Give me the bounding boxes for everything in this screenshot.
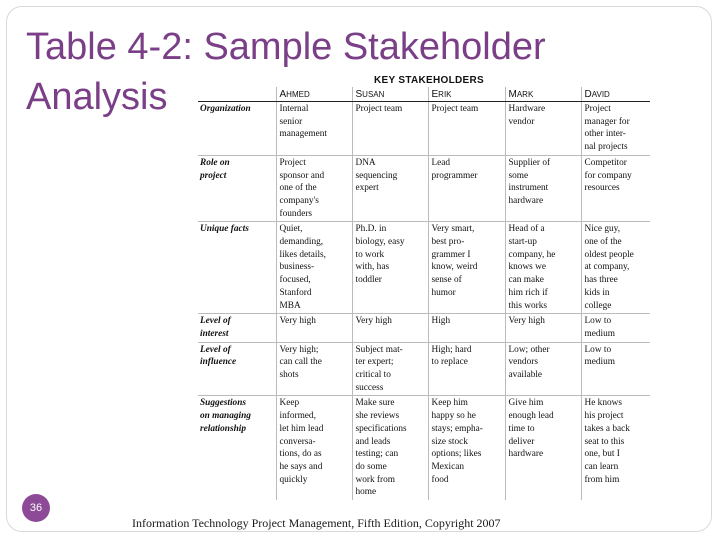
cell-line: happy so he (431, 411, 476, 422)
row-label-line: Unique facts (200, 224, 249, 235)
cell-line: oldest people (584, 249, 634, 260)
table-cell (352, 342, 428, 396)
cell-line: hardware (508, 449, 544, 460)
cell-line: Project (279, 157, 306, 168)
cell-line: tions, do as (279, 449, 322, 460)
cell-line: Very high; (279, 344, 319, 355)
cell-line: college (584, 300, 612, 311)
cell-line: she reviews (355, 411, 400, 422)
table-row (198, 314, 650, 342)
cell-line: size stock (431, 436, 468, 447)
cell-line: enough lead (508, 411, 554, 422)
cell-line: Competitor (584, 157, 627, 168)
cell-line: expert (355, 183, 379, 194)
cell-line: Internal (279, 104, 309, 114)
row-label (198, 155, 276, 222)
table-cell (505, 314, 581, 342)
cell-line: nal projects (584, 142, 628, 153)
table-cell (581, 314, 650, 342)
cell-line: Low; other (508, 344, 550, 355)
table-cell (428, 396, 505, 500)
cell-line: can make (508, 275, 544, 286)
cell-line: Ph.D. in (355, 224, 387, 235)
table-cell (581, 102, 650, 156)
cell-line: kids in (584, 287, 610, 298)
table-cell (581, 222, 650, 314)
table-header-row (198, 87, 650, 102)
cell-line: MBA (279, 300, 301, 311)
cell-line: shots (279, 370, 299, 381)
cell-line: likes details, (279, 249, 326, 260)
cell-line: sponsor and (279, 170, 325, 181)
cell-line: do some (355, 461, 387, 472)
cell-line: Supplier of (508, 157, 551, 168)
table-row (198, 396, 650, 500)
cell-line: to work (355, 249, 385, 260)
cell-line: business- (279, 262, 315, 273)
cell-line: one of the (584, 237, 622, 248)
cell-line: critical to (355, 370, 391, 381)
cell-line: medium (584, 357, 615, 368)
table-cell (428, 314, 505, 342)
cell-line: this works (508, 300, 547, 311)
cell-line: start-up (508, 237, 537, 248)
table-cell (352, 102, 428, 156)
cell-line: work from (355, 474, 396, 485)
cell-line: He knows (584, 398, 622, 409)
table-row (198, 102, 650, 156)
cell-line: High (431, 316, 451, 327)
row-label-line: on managing (200, 411, 251, 422)
cell-line: home (355, 487, 377, 498)
cell-line: food (431, 474, 449, 485)
cell-line: senior (279, 116, 303, 127)
table-cell (352, 396, 428, 500)
cell-line: Make sure (355, 398, 395, 409)
cell-line: can learn (584, 461, 619, 472)
row-label-line: Suggestions (200, 398, 246, 409)
cell-line: has three (584, 275, 618, 286)
table-cell (276, 396, 352, 500)
cell-line: Very high (279, 316, 316, 327)
table-cell (581, 155, 650, 222)
cell-line: Very high (508, 316, 545, 327)
table-cell (505, 222, 581, 314)
cell-line: knows we (508, 262, 546, 273)
table-cell (428, 102, 505, 156)
header-ahmed: AHMED (276, 87, 352, 102)
cell-line: company's (279, 195, 319, 206)
cell-line: stays; empha- (431, 423, 483, 434)
cell-line: management (279, 129, 327, 140)
cell-line: one of the (279, 183, 317, 194)
row-label-line: influence (200, 357, 237, 368)
cell-line: can call the (279, 357, 322, 368)
cell-line: time to (508, 423, 535, 434)
table-cell (581, 396, 650, 500)
header-mark: MARK (505, 87, 581, 102)
table-row (198, 342, 650, 396)
cell-line: resources (584, 183, 620, 194)
cell-line: from him (584, 474, 620, 485)
cell-line: takes a back (584, 423, 630, 434)
cell-line: Low to (584, 316, 612, 327)
row-label-line: interest (200, 328, 229, 339)
cell-line: vendor (508, 116, 535, 127)
cell-line: Keep (279, 398, 300, 409)
cell-line: Mexican (431, 461, 465, 472)
cell-line: other inter- (584, 129, 626, 140)
cell-line: toddler (355, 275, 382, 286)
cell-line: Quiet, (279, 224, 303, 235)
cell-line: know, weird (431, 262, 478, 273)
table-cell (352, 314, 428, 342)
table-row (198, 155, 650, 222)
cell-line: founders (279, 208, 313, 219)
cell-line: specifications (355, 423, 407, 434)
cell-line: sense of (431, 275, 462, 286)
header-blank (198, 87, 276, 102)
table-cell (505, 396, 581, 500)
cell-line: testing; can (355, 449, 399, 460)
cell-line: conversa- (279, 436, 316, 447)
header-david: DAVID (581, 87, 650, 102)
cell-line: him rich if (508, 287, 548, 298)
table-body (198, 102, 650, 501)
cell-line: vendors (508, 357, 538, 368)
cell-line: Lead (431, 157, 451, 168)
table-cell (276, 314, 352, 342)
header-erik: ERIK (428, 87, 505, 102)
cell-line: focused, (279, 275, 311, 286)
table-cell (581, 342, 650, 396)
cell-line: at company, (584, 262, 630, 273)
cell-line: deliver (508, 436, 535, 447)
cell-line: humor (431, 287, 456, 298)
table-caption: KEY STAKEHOLDERS (374, 75, 484, 86)
row-label (198, 222, 276, 314)
cell-line: Very smart, (431, 224, 475, 235)
cell-line: manager for (584, 116, 630, 127)
table-cell (505, 102, 581, 156)
cell-line: Stanford (279, 287, 312, 298)
cell-line: for company (584, 170, 632, 181)
table-cell (276, 342, 352, 396)
table-cell (352, 155, 428, 222)
table-cell (276, 102, 352, 156)
cell-line: Head of a (508, 224, 545, 235)
row-label-line: Level of (200, 344, 231, 355)
table-cell (505, 342, 581, 396)
slide-title-line-1: Table 4-2: Sample Stakeholder (26, 26, 546, 68)
row-label (198, 342, 276, 396)
footer-text: Information Technology Project Management, Fifth Edition, Copyright 2007 (132, 516, 501, 530)
cell-line: Project team (431, 104, 479, 114)
cell-line: Project (584, 104, 611, 114)
table-row (198, 222, 650, 314)
table-cell (428, 342, 505, 396)
cell-line: Low to (584, 344, 612, 355)
cell-line: ter expert; (355, 357, 394, 368)
cell-line: grammer I (431, 249, 471, 260)
cell-line: available (508, 370, 543, 381)
slide-number-badge: 36 (22, 494, 50, 522)
cell-line: let him lead (279, 423, 324, 434)
cell-line: some (508, 170, 529, 181)
cell-line: informed, (279, 411, 316, 422)
cell-line: sequencing (355, 170, 398, 181)
cell-line: success (355, 382, 384, 393)
stakeholder-table (198, 87, 650, 500)
cell-line: one, but I (584, 449, 620, 460)
cell-line: and leads (355, 436, 391, 447)
stakeholder-table-figure (198, 76, 650, 504)
cell-line: DNA (355, 157, 376, 168)
slide-title-line-2: Analysis (26, 76, 168, 118)
row-label (198, 396, 276, 500)
row-label (198, 102, 276, 156)
table-cell (428, 155, 505, 222)
cell-line: quickly (279, 474, 308, 485)
row-label-line: Level of (200, 316, 231, 327)
row-label-line: project (200, 170, 227, 181)
row-label (198, 314, 276, 342)
cell-line: Subject mat- (355, 344, 403, 355)
row-label-line: Organization (200, 104, 251, 114)
row-label-line: relationship (200, 423, 246, 434)
cell-line: to replace (431, 357, 468, 368)
table-cell (428, 222, 505, 314)
table-cell (505, 155, 581, 222)
cell-line: instrument (508, 183, 549, 194)
header-susan: SUSAN (352, 87, 428, 102)
table-cell (276, 155, 352, 222)
cell-line: best pro- (431, 237, 465, 248)
cell-line: Very high (355, 316, 392, 327)
cell-line: biology, easy (355, 237, 405, 248)
cell-line: company, he (508, 249, 556, 260)
cell-line: his project (584, 411, 624, 422)
cell-line: hardware (508, 195, 544, 206)
cell-line: options; likes (431, 449, 482, 460)
cell-line: with, has (355, 262, 390, 273)
table-cell (352, 222, 428, 314)
cell-line: he says and (279, 461, 323, 472)
cell-line: Hardware (508, 104, 546, 114)
cell-line: Keep him (431, 398, 468, 409)
row-label-line: Role on (200, 157, 230, 168)
cell-line: programmer (431, 170, 478, 181)
cell-line: Nice guy, (584, 224, 621, 235)
table-cell (276, 222, 352, 314)
cell-line: Give him (508, 398, 544, 409)
cell-line: Project team (355, 104, 403, 114)
cell-line: demanding, (279, 237, 324, 248)
cell-line: medium (584, 328, 615, 339)
cell-line: seat to this (584, 436, 625, 447)
cell-line: High; hard (431, 344, 472, 355)
